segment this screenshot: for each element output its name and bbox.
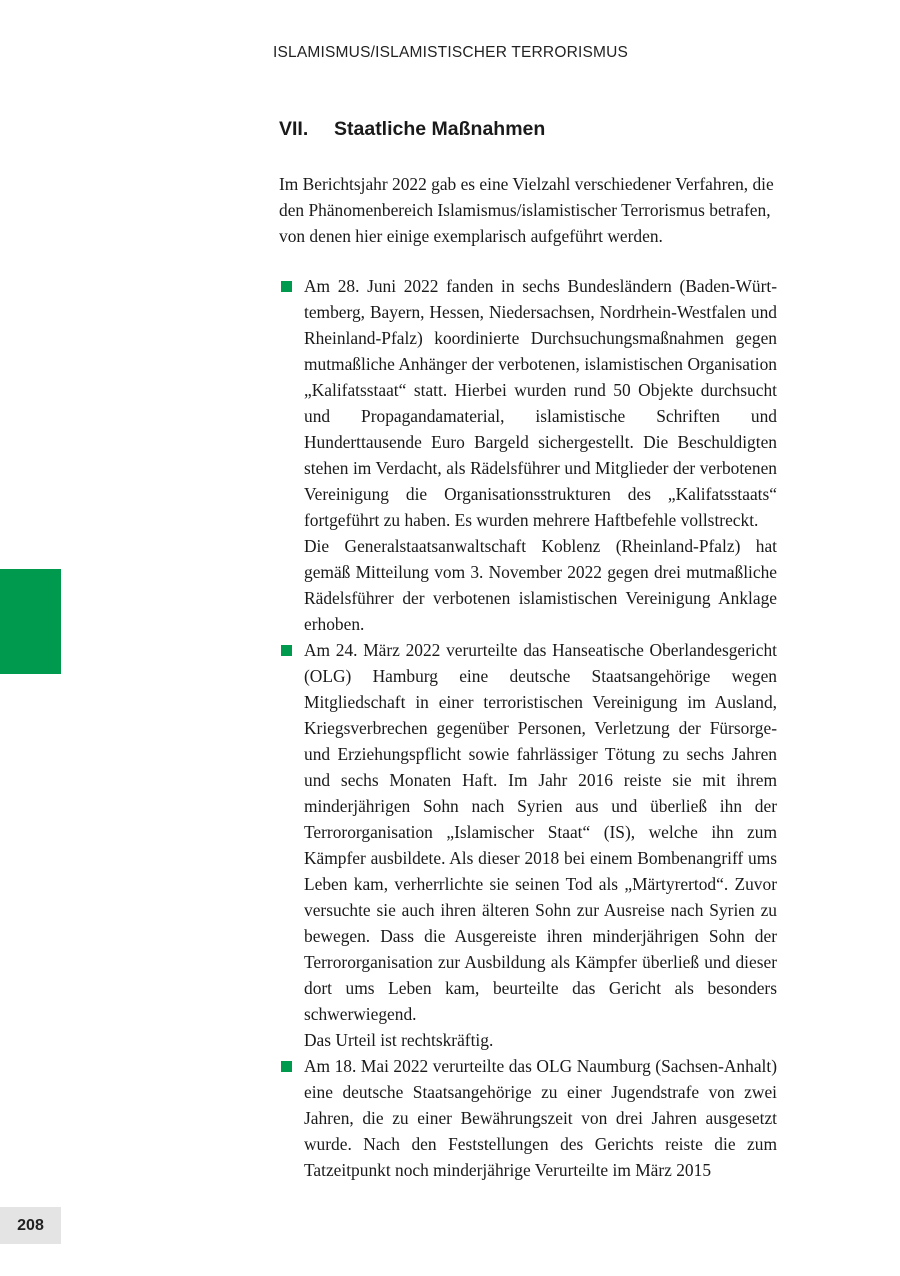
- section-title: Staatliche Maßnahmen: [334, 118, 546, 140]
- intro-paragraph: Im Berichtsjahr 2022 gab es eine Vielzahl verschiedener Verfahren, die den Phänomenbereich Islamismus/islamistischer Terrorismus betrafen, von denen hier einige exemplarisch aufgeführt werden.: [279, 174, 774, 246]
- list-item-paragraph: Am 28. Juni 2022 fanden in sechs Bundesländern (Baden-Württemberg, Bayern, Hessen, Niedersachsen, Nordrhein-Westfalen und Rheinland-Pfalz) koordinierte Durchsuchungsmaßnahmen gegen mutmaßliche Anhänger der verbotenen, islamistischen Organisation „Kalifatsstaat“ statt. Hierbei wurden rund 50 Objekte durchsucht und Propagandamaterial, islamistische Schriften und Hunderttausende Euro Bargeld sichergestellt. Die Beschuldigten stehen im Verdacht, als Rädelsführer und Mitglieder der verbotenen Vereinigung die Organisationsstrukturen des „Kalifatsstaats“ fortgeführt zu haben. Es wurden mehrere Haftbefehle vollstreckt.: [304, 276, 777, 530]
- section-number: VII.: [279, 118, 309, 140]
- list-item-paragraph: Am 18. Mai 2022 verurteilte das OLG Naumburg (Sachsen-Anhalt) eine deutsche Staatsangehörige zu einer Jugendstrafe von zwei Jahren, die zu einer Bewährungszeit von drei Jahren ausgesetzt wurde. Nach den Feststellungen des Gerichts reiste die zum Tatzeitpunkt noch minderjährige Verurteilte im März 2015: [304, 1056, 777, 1180]
- list-item: [279, 273, 777, 637]
- chapter-tab-marker: [0, 569, 61, 674]
- running-header: ISLAMISMUS/ISLAMISTISCHER TERRORISMUS: [273, 44, 629, 61]
- list-item-paragraph: Am 24. März 2022 verurteilte das Hanseatische Oberlandesgericht (OLG) Hamburg eine deutsche Staatsangehörige wegen Mitgliedschaft in einer terroristischen Vereinigung im Ausland, Kriegsverbrechen gegenüber Personen, Verletzung der Fürsorge- und Erziehungspflicht sowie fahrlässiger Tötung zu sechs Jahren und sechs Monaten Haft. Im Jahr 2016 reiste sie mit ihrem minderjährigen Sohn nach Syrien aus und überließ ihn der Terrororganisation „Islamischer Staat“ (IS), welche ihn zum Kämpfer ausbildete. Als dieser 2018 bei einem Bombenangriff ums Leben kam, verherrlichte sie seinen Tod als „Märtyrertod“. Zuvor versuchte sie auch ihren älteren Sohn zur Ausreise nach Syrien zu bewegen. Dass die Ausgereiste ihren minderjährigen Sohn der Terrororganisation zur Ausbildung als Kämpfer überließ und dieser dort ums Leben kam, beurteilte das Gericht als besonders schwerwiegend.: [304, 640, 777, 1024]
- square-bullet-icon: [281, 645, 292, 656]
- list-item-paragraph: Das Urteil ist rechtskräftig.: [304, 1030, 494, 1050]
- list-item: [279, 637, 777, 1053]
- list-item: [279, 1053, 777, 1183]
- square-bullet-icon: [281, 281, 292, 292]
- square-bullet-icon: [281, 1061, 292, 1072]
- section-heading: [279, 118, 545, 141]
- measures-list: [279, 273, 777, 1183]
- list-item-paragraph: Die Generalstaatsanwaltschaft Koblenz (Rheinland-Pfalz) hat gemäß Mitteilung vom 3. November 2022 gegen drei mutmaßliche Rädelsführer der verbotenen islamistischen Vereinigung Anklage erhoben.: [304, 536, 777, 634]
- page-number: 208: [0, 1207, 61, 1244]
